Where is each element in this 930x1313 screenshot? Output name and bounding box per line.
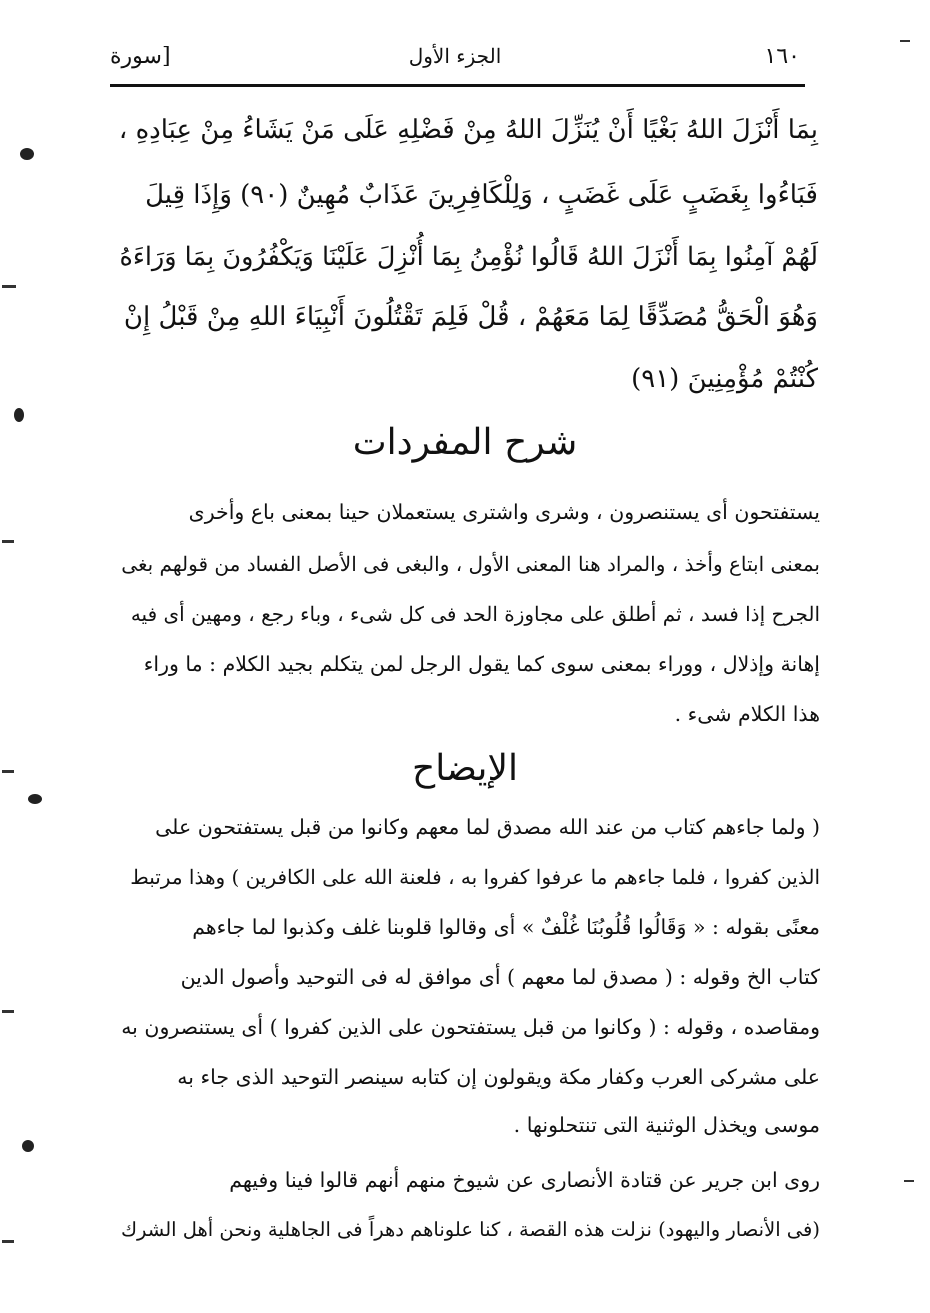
- header-rule: [110, 84, 805, 87]
- binding-mark: [2, 1010, 14, 1013]
- binding-mark: [900, 40, 910, 42]
- verse-line: فَبَاءُوا بِغَضَبٍ عَلَى غَضَبٍ ، وَلِلْكَافِرِينَ عَذَابٌ مُهِينٌ (٩٠) وَإِذَا قِيلَ: [145, 180, 818, 210]
- binding-mark: [2, 1240, 14, 1243]
- verse-line: بِمَا أَنْزَلَ اللهُ بَغْيًا أَنْ يُنَزِّلَ اللهُ مِنْ فَضْلِهِ عَلَى مَنْ يَشَاءُ مِنْ عِبَادِهِ ،: [118, 115, 818, 145]
- page-number: ١٦٠: [764, 44, 800, 69]
- vocabulary-line: إهانة وإذلال ، ووراء بمعنى سوى كما يقول الرجل لمن يتكلم بجيد الكلام : ما وراء: [143, 652, 820, 676]
- clarification-line: ( ولما جاءهم كتاب من عند الله مصدق لما معهم وكانوا من قبل يستفتحون على: [155, 815, 820, 839]
- vocabulary-line: يستفتحون أى يستنصرون ، وشرى واشترى يستعملان حينا بمعنى باع وأخرى: [188, 500, 820, 524]
- vocabulary-line: الجرح إذا فسد ، ثم أطلق على مجاوزة الحد فى كل شىء ، وباء رجع ، ومهين أى فيه: [130, 602, 820, 626]
- clarification-line: معنًى بقوله : « وَقَالُوا قُلُوبُنَا غُلْفٌ » أى وقالوا قلوبنا غلف وكذبوا لما جاءهم: [192, 915, 820, 939]
- binding-mark: [904, 1180, 914, 1182]
- clarification-line: على مشركى العرب وكفار مكة ويقولون إن كتابه سينصر التوحيد الذى جاء به: [177, 1065, 820, 1089]
- clarification-line: كتاب الخ وقوله : ( مصدق لما معهم ) أى موافق له فى التوحيد وأصول الدين: [180, 965, 820, 989]
- vocabulary-line: هذا الكلام شىء .: [674, 702, 820, 726]
- binding-mark: [2, 285, 16, 288]
- verse-line: كُنْتُمْ مُؤْمِنِينَ (٩١): [631, 364, 818, 394]
- section-title-clarification: الإيضاح: [412, 748, 518, 789]
- clarification-line: روى ابن جرير عن قتادة الأنصارى عن شيوخ منهم أنهم قالوا فينا وفيهم: [229, 1168, 820, 1192]
- clarification-line: موسى ويخذل الوثنية التى تنتحلونها .: [513, 1113, 820, 1137]
- binding-mark: [2, 540, 14, 543]
- ink-blot: [20, 148, 34, 160]
- binding-mark: [2, 770, 14, 773]
- ink-blot: [28, 794, 42, 804]
- section-title-vocabulary: شرح المفردات: [352, 422, 578, 463]
- clarification-line: ومقاصده ، وقوله : ( وكانوا من قبل يستفتحون على الذين كفروا ) أى يستنصرون به: [121, 1015, 820, 1039]
- vocabulary-line: بمعنى ابتاع وأخذ ، والمراد هنا المعنى الأول ، والبغى فى الأصل الفساد من قولهم بغى: [121, 552, 820, 576]
- ink-blot: [22, 1140, 34, 1152]
- part-title: الجزء الأول: [408, 44, 502, 68]
- ink-blot: [14, 408, 24, 422]
- clarification-line: الذين كفروا ، فلما جاءهم ما عرفوا كفروا به ، فلعنة الله على الكافرين ) وهذا مرتبط: [130, 865, 820, 889]
- clarification-line: (فى الأنصار واليهود) نزلت هذه القصة ، كنا علوناهم دهراً فى الجاهلية ونحن أهل الشرك: [120, 1218, 820, 1241]
- surah-label: [سورة: [110, 44, 171, 69]
- verse-line: لَهُمْ آمِنُوا بِمَا أَنْزَلَ اللهُ قَالُوا نُؤْمِنُ بِمَا أُنْزِلَ عَلَيْنَا وَيَكْفُرُونَ بِمَا وَرَاءَهُ: [119, 242, 818, 272]
- verse-line: وَهُوَ الْحَقُّ مُصَدِّقًا لِمَا مَعَهُمْ ، قُلْ فَلِمَ تَقْتُلُونَ أَنْبِيَاءَ اللهِ مِنْ قَبْلُ إِنْ: [123, 302, 818, 332]
- page-header: [110, 38, 800, 82]
